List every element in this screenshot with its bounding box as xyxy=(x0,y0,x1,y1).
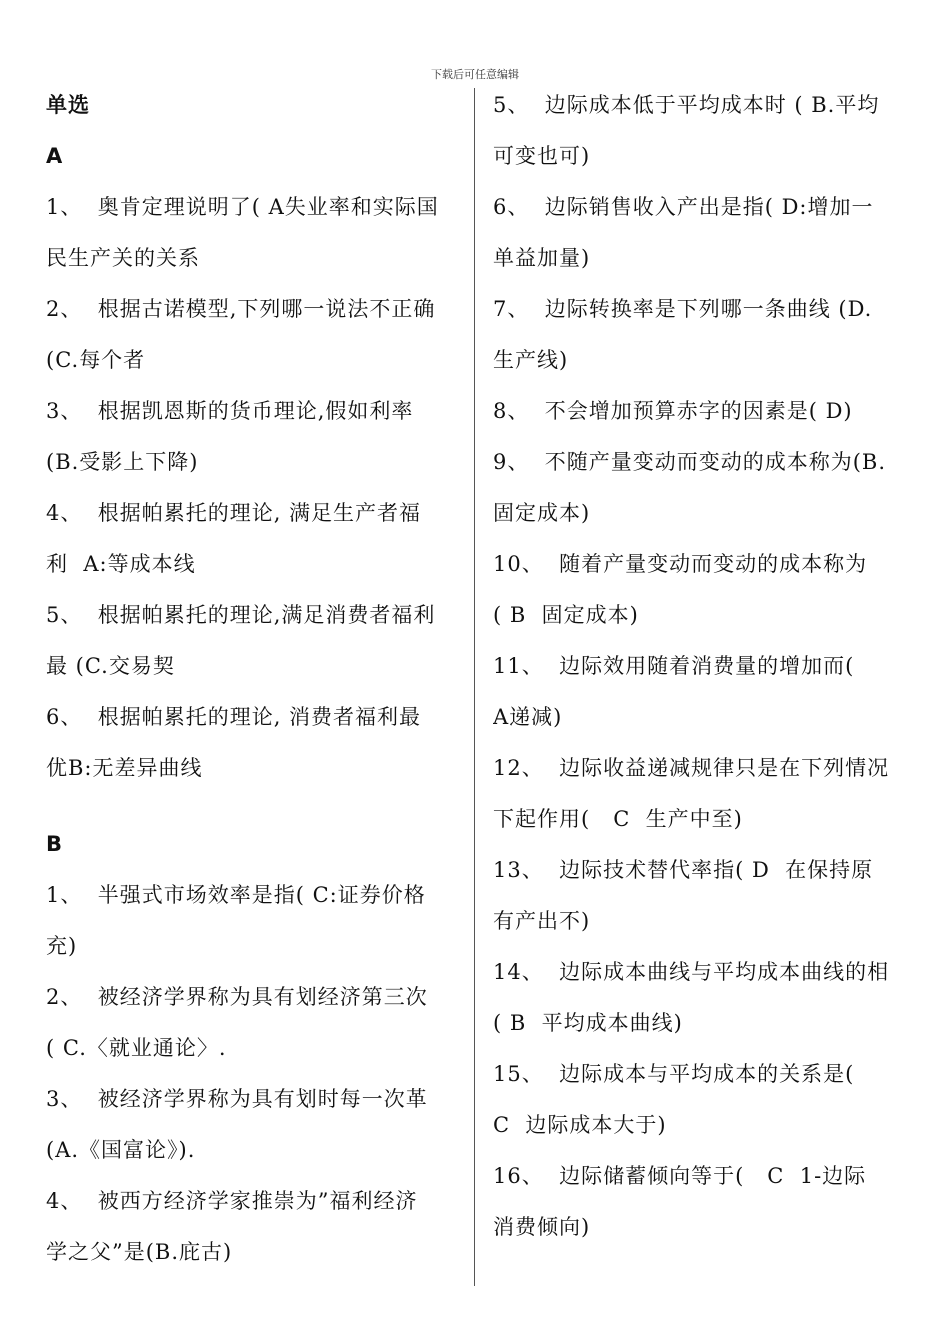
question-line: (B.受影上下降) xyxy=(46,450,199,474)
question-line: (A.《国富论》). xyxy=(46,1138,196,1162)
question-line: 4、 被西方经济学家推崇为”福利经济 xyxy=(46,1189,418,1213)
question-line: 有产出不) xyxy=(493,909,591,933)
section-b-list xyxy=(46,870,462,1278)
question-line: 6、 边际销售收入产出是指( D:增加一 xyxy=(493,195,874,219)
column-divider xyxy=(474,88,475,1286)
question-line: 民生产关的关系 xyxy=(46,246,200,270)
question-line: 1、 半强式市场效率是指( C:证券价格 xyxy=(46,883,426,907)
question-line: 16、 边际储蓄倾向等于( C 1-边际 xyxy=(493,1164,867,1188)
right-column xyxy=(493,80,909,1253)
question-line: 13、 边际技术替代率指( D 在保持原 xyxy=(493,858,874,882)
question-line: ( B 平均成本曲线) xyxy=(493,1011,683,1035)
question-line: 固定成本) xyxy=(493,501,591,525)
question-line: 6、 根据帕累托的理论, 消费者福利最 xyxy=(46,705,422,729)
section-b-heading: B xyxy=(46,832,64,856)
right-list xyxy=(493,80,909,1253)
left-column xyxy=(46,80,462,1278)
question-line: 5、 边际成本低于平均成本时 ( B.平均 xyxy=(493,93,880,117)
question-line: (C.每个者 xyxy=(46,348,146,372)
section-a-heading: A xyxy=(46,144,64,168)
question-line: 4、 根据帕累托的理论, 满足生产者福 xyxy=(46,501,422,525)
question-line: 消费倾向) xyxy=(493,1215,591,1239)
question-line: A递减) xyxy=(493,705,563,729)
section-a-list xyxy=(46,182,462,794)
question-line: 3、 被经济学界称为具有划时每一次革 xyxy=(46,1087,428,1111)
question-line: 最 (C.交易契 xyxy=(46,654,175,678)
question-line: 5、 根据帕累托的理论,满足消费者福利 xyxy=(46,603,436,627)
question-line: C 边际成本大于) xyxy=(493,1113,667,1137)
question-line: 7、 边际转换率是下列哪一条曲线 (D. xyxy=(493,297,873,321)
question-line: 1、 奥肯定理说明了( A失业率和实际国 xyxy=(46,195,439,219)
question-line: 11、 边际效用随着消费量的增加而( xyxy=(493,654,855,678)
question-line: 2、 根据古诺模型,下列哪一说法不正确 xyxy=(46,297,436,321)
question-line: 生产线) xyxy=(493,348,569,372)
question-line: 9、 不随产量变动而变动的成本称为(B. xyxy=(493,450,887,474)
question-line: 优B:无差异曲线 xyxy=(46,756,203,780)
question-line: 2、 被经济学界称为具有划经济第三次 xyxy=(46,985,428,1009)
section-title: 单选 xyxy=(46,93,90,117)
page-header: 下载后可任意编辑 xyxy=(431,68,519,81)
question-line: 8、 不会增加预算赤字的因素是( D) xyxy=(493,399,853,423)
question-line: 充) xyxy=(46,934,78,958)
section-spacer xyxy=(46,794,462,819)
question-line: ( C.〈就业通论〉. xyxy=(46,1036,227,1060)
question-line: 14、 边际成本曲线与平均成本曲线的相 xyxy=(493,960,890,984)
question-line: 利 A:等成本线 xyxy=(46,552,196,576)
question-line: 3、 根据凯恩斯的货币理论,假如利率 xyxy=(46,399,414,423)
question-line: 可变也可) xyxy=(493,144,591,168)
question-line: 单益加量) xyxy=(493,246,591,270)
question-line: 12、 边际收益递减规律只是在下列情况 xyxy=(493,756,890,780)
question-line: 10、 随着产量变动而变动的成本称为 xyxy=(493,552,868,576)
question-line: 学之父”是(B.庇古) xyxy=(46,1240,233,1264)
question-line: 15、 边际成本与平均成本的关系是( xyxy=(493,1062,855,1086)
question-line: 下起作用( C 生产中至) xyxy=(493,807,743,831)
question-line: ( B 固定成本) xyxy=(493,603,639,627)
